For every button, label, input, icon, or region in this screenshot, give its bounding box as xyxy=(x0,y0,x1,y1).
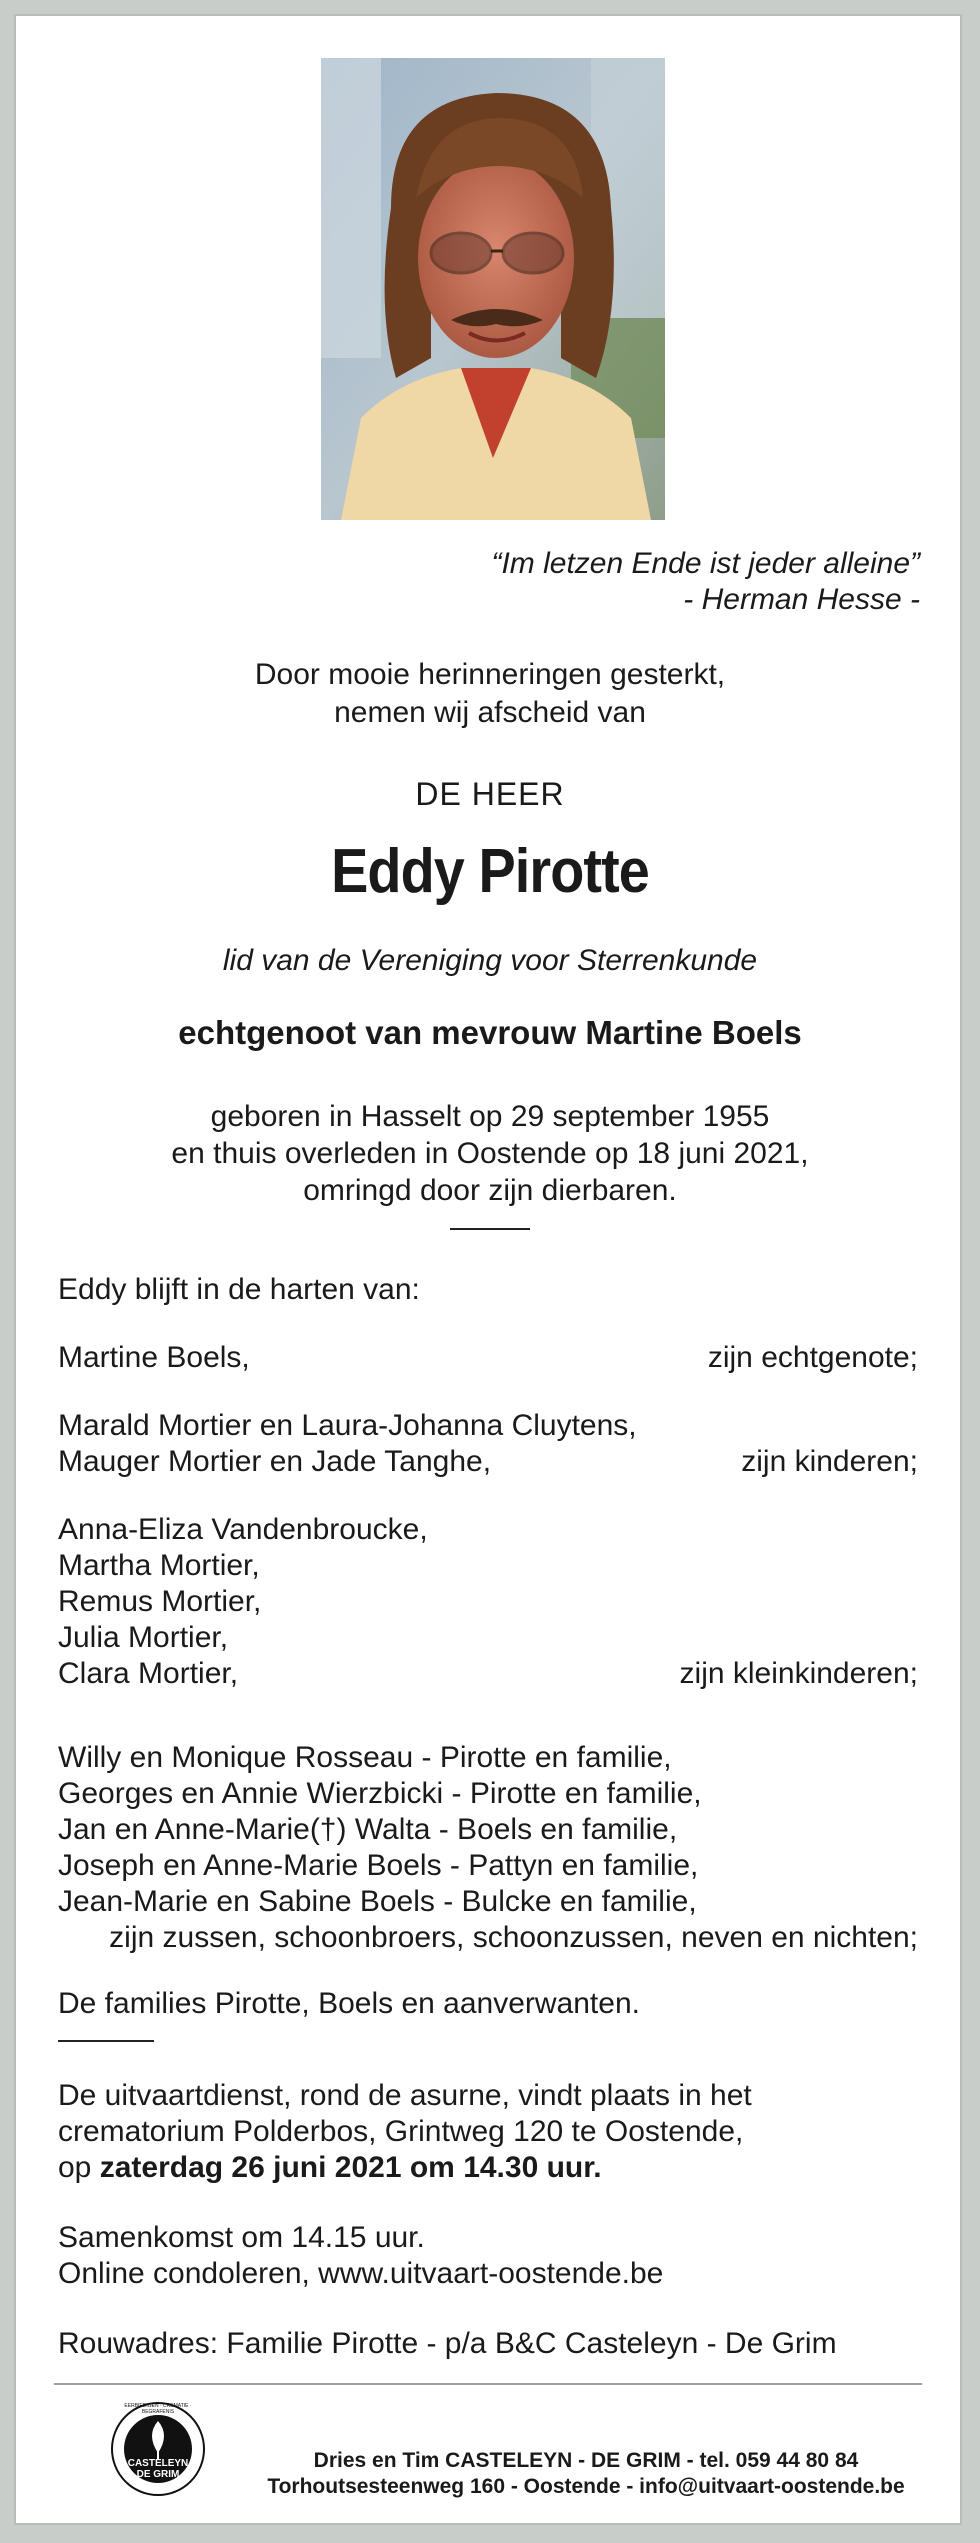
quote-text: “Im letzen Ende ist jeder alleine” xyxy=(491,547,920,580)
relative-children xyxy=(58,1408,918,1480)
spouse-relation: zijn echtgenote; xyxy=(707,1341,918,1374)
gathering-info xyxy=(58,2220,918,2292)
grandchild-entry: Clara Mortier, xyxy=(58,1657,239,1690)
remembered-intro: Eddy blijft in de harten van: xyxy=(58,1273,420,1306)
service-line-3 xyxy=(58,2150,918,2186)
relative-spouse xyxy=(58,1340,918,1376)
divider-left xyxy=(58,2040,154,2042)
service-line-1: De uitvaartdienst, rond de asurne, vindt plaats in het xyxy=(58,2079,752,2112)
grandchild-entry: Martha Mortier, xyxy=(58,1549,260,1582)
funeral-home-line-1: Dries en Tim CASTELEYN - DE GRIM - tel. 059 44 80 84 xyxy=(313,2449,859,2472)
grandchild-entry-row xyxy=(58,1656,918,1692)
families-line: De families Pirotte, Boels en aanverwanten. xyxy=(58,1987,640,2020)
intro-line-2: nemen wij afscheid van xyxy=(334,696,646,729)
service-date: zaterdag 26 juni 2021 om 14.30 uur. xyxy=(99,2151,602,2184)
sibling-entry: Jan en Anne-Marie(†) Walta - Boels en familie, xyxy=(58,1813,678,1846)
service-prefix: op xyxy=(58,2151,100,2184)
logo-sub-text: DE GRIM xyxy=(136,2469,180,2480)
divider-center xyxy=(450,1228,530,1230)
quote-author: - Herman Hesse - xyxy=(683,583,920,616)
relative-siblings xyxy=(58,1740,918,1956)
child-entry: Marald Mortier en Laura-Johanna Cluytens, xyxy=(58,1409,637,1442)
mourning-address: Rouwadres: Familie Pirotte - p/a B&C Casteleyn - De Grim xyxy=(58,2327,837,2360)
child-entry-row xyxy=(58,1444,918,1480)
sibling-entry: Willy en Monique Rosseau - Pirotte en familie, xyxy=(58,1741,672,1774)
footer-divider xyxy=(54,2383,922,2385)
children-relation: zijn kinderen; xyxy=(741,1445,918,1478)
grandchild-entry: Remus Mortier, xyxy=(58,1585,262,1618)
logo-main-text: CASTELEYN xyxy=(127,2458,189,2469)
service-line-2: crematorium Polderbos, Grintweg 120 te Oostende, xyxy=(58,2115,744,2148)
birth-line-1: geboren in Hasselt op 29 september 1955 xyxy=(210,1100,770,1133)
intro xyxy=(16,656,964,732)
child-entry: Mauger Mortier en Jade Tanghe, xyxy=(58,1445,492,1478)
funeral-home-line-2: Torhoutsesteenweg 160 - Oostende - info@uitvaart-oostende.be xyxy=(267,2475,905,2498)
service-info xyxy=(58,2078,918,2186)
grandchildren-relation: zijn kleinkinderen; xyxy=(679,1657,918,1690)
birth-line-2: en thuis overleden in Oostende op 18 juni 2021, xyxy=(171,1137,809,1170)
logo-ring-text: EERBIEDIGEN · CREMATIE · BEGRAFENIS xyxy=(124,2403,192,2415)
deceased-name: Eddy Pirotte xyxy=(331,837,649,906)
siblings-relation: zijn zussen, schoonbroers, schoonzussen, neven en nichten; xyxy=(109,1921,918,1954)
funeral-home-logo xyxy=(110,2401,206,2497)
honorific: DE HEER xyxy=(415,776,565,812)
sibling-entry: Jean-Marie en Sabine Boels - Bulcke en familie, xyxy=(58,1885,697,1918)
birth-line-3: omringd door zijn dierbaren. xyxy=(303,1174,677,1207)
relative-grandchildren xyxy=(58,1512,918,1692)
portrait-photo xyxy=(321,58,665,520)
birth-death-info xyxy=(16,1098,964,1209)
sibling-entry: Georges en Annie Wierzbicki - Pirotte en familie, xyxy=(58,1777,702,1810)
spouse-name: Martine Boels, xyxy=(58,1341,250,1374)
intro-line-1: Door mooie herinneringen gesterkt, xyxy=(254,658,726,691)
grandchild-entry: Julia Mortier, xyxy=(58,1621,229,1654)
membership: lid van de Vereniging voor Sterrenkunde xyxy=(222,944,758,977)
gathering-line: Samenkomst om 14.15 uur. xyxy=(58,2221,425,2254)
online-condolence-line: Online condoleren, www.uitvaart-oostende.be xyxy=(58,2257,664,2290)
spouse-line: echtgenoot van mevrouw Martine Boels xyxy=(178,1014,802,1051)
grandchild-entry: Anna-Eliza Vandenbroucke, xyxy=(58,1513,428,1546)
sibling-entry: Joseph en Anne-Marie Boels - Pattyn en familie, xyxy=(58,1849,699,1882)
obituary-card xyxy=(14,14,962,2525)
quote-block xyxy=(320,546,920,618)
